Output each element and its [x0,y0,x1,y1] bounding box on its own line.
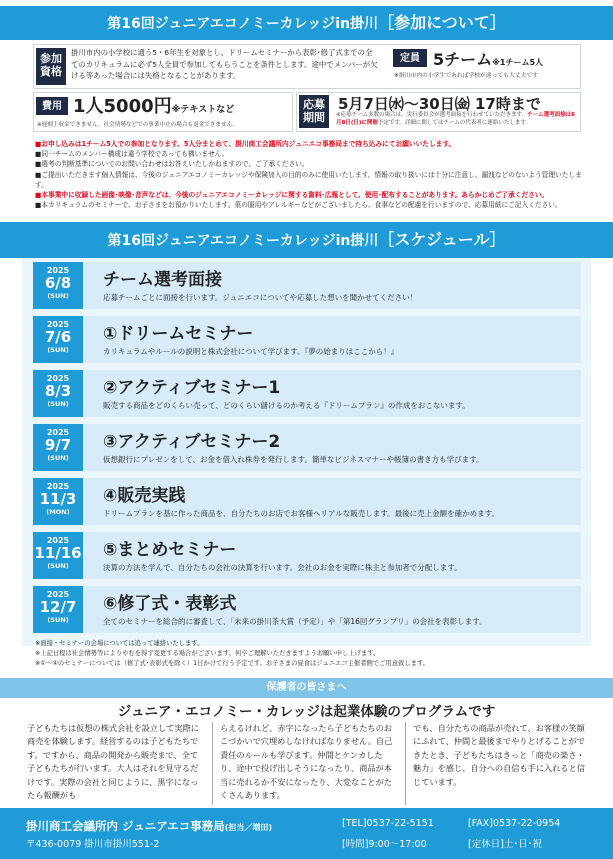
footer-tel: [TEL]0537-22-5151 [342,818,434,829]
schedule-title: ⑤まとめセミナー [103,540,237,560]
application-note: ※応募チーム多数の場合は、実行委員会が選考面接を行わせていただきます。チーム選考面接は6月8日(日)に開催予定です。詳細に関してはチームの代表者に連絡いたします。 [336,112,575,126]
guardians-col3: でも、自分たちの商品が売れて、お客様の笑顔にふれて、仲間と最後までやりとげることができたとき、子どもたちはきっと「商売の楽さ・魅力」を感じ、自分への自信も手に入れると信じています。 [413,723,585,787]
schedule-title: ③アクティブセミナー2 [103,432,281,452]
section-header-schedule [0,222,613,258]
schedule-date: 2025 11/16 (SUN) [33,532,83,579]
header-title: 第16回ジュニアエコノミーカレッジin掛川 [107,16,379,32]
footer [0,808,613,859]
participation-text: 掛川市内の小学校に通う5・6年生を対象とし、ドリームセミナーから表彰･修了式までの全てのカリキュラムに必ず5人全員で参加してもらうことを条件とします。途中でメンバーが欠ける等あった場合には失格となることがあります。 [71,48,378,80]
schedule-note: ※上記日程は社会情勢等によりやむを得ず変更する場合がございます。何卒ご理解いただきますようお願い申し上げます。 [35,650,380,657]
schedule-date: 2025 7/6 (SUN) [33,316,83,363]
header-title: 第16回ジュニアエコノミーカレッジin掛川 [107,233,379,249]
schedule-note: ※①〜④のセミナーについては（修了式･表彰式を除く）1日かけて行う予定です。お子さまの昼食はジュニエコ主催者側でご用意致します。 [35,660,429,667]
schedule-row [33,370,581,417]
schedule-notes [35,639,595,669]
schedule-title: ⑥修了式・表彰式 [103,594,237,614]
notice-item: ■ご提出いただきます個人情報は、今後のジュニアエコノミーカレッジや保険加入の目的のみに使用いたします。情報の取り扱いには十分に注意し、漏洩などのないよう管理いたします。 [35,170,582,189]
schedule-desc: 仮想銀行にプレゼンをして、お金を借入れ株券を発行します。簡単なビジネスマナーや帳簿の書き方も学びます。 [103,455,484,464]
schedule-row [33,532,581,579]
schedule-row [33,424,581,471]
fee-note: ※遅刻上収金できません。社会情勢などでの事業中止の場合も返金できません。 [37,122,239,128]
column-divider [212,722,213,805]
schedule-title: ④販売実践 [103,486,186,506]
capacity-value: 5チーム※1チーム5人 [433,50,544,69]
guardians-col1: 子どもたちは仮想の株式会社を設立して実際に商売を体験します。経営するのは子どもたちです。ですから、商品の開発から販売まで、全て子どもたちが行います。大人はそれを見守るだけです。実際の会社と同じように、黒字になったら報酬がも [27,723,199,801]
footer-address: 〒436-0079 掛川市掛川551-2 [26,839,160,850]
section-header-participation [0,6,613,40]
participation-label: 参加 資格 [36,48,66,85]
footer-holidays: [定休日]土･日･祝 [468,839,542,850]
column-divider [405,722,406,805]
schedule-date: 2025 6/8 (SUN) [33,262,83,309]
schedule-note: ※面接・セミナーの会場については追って連絡いたします。 [35,640,204,647]
guardians-col2: らえるけれど、赤字になったら子どもたちのおこづかいで穴埋めしなければなりません。自己責任のルールも学びます。仲間とケンカしたり、途中で投げ出しそうになったり、商品が本当に売れるか不安になったり、大変なことがたくさんあります。 [220,723,393,801]
schedule-date: 2025 9/7 (SUN) [33,424,83,471]
schedule-date: 2025 12/7 (SUN) [33,586,83,633]
header-bracket: ［参加について］ [378,13,506,32]
fee-label: 費用 [36,97,68,115]
capacity-label: 定員 [393,49,427,67]
guardians-heading: ジュニア・エコノミー・カレッジは起業体験のプログラムです [117,704,496,720]
notice-item: ■本カリキュラムのセミナーで、お子さまをお預かりいたします。菓の服用やアレルギーなどがございましたら、食事などの配慮を行いますので、応募用紙にご記入ください。 [35,201,562,210]
schedule-desc: 応募チームごとに面接を行います。ジュニエコについてや応募した想いを聞かせてください！ [103,293,418,302]
capacity-sub: ※掛川市内の小学生であれば学校が違っても大丈夫です [394,73,538,79]
notice-item: ■本事業中に収録した画像･映像･音声などは、今後のジュニアエコノミーカレッジに関する資料･広報として、使用･配布することがあります。あらかじめご了承ください。 [35,191,549,200]
notice-item: ■同一チームのメンバー構成は違う学校であっても構いません。 [35,150,229,159]
schedule-row [33,262,581,309]
schedule-desc: カリキュラムやルールの説明と株式会社について学びます。『夢の始まりはここから！』 [103,347,399,356]
application-value: 5月7日㈬〜30日㈮ 17時まで [338,95,541,113]
application-label: 応募 期間 [299,95,329,128]
schedule-desc: ドリームプランを基に作った商品を、自分たちのお店でお客様へリアルな販売します。最後に売上金額を確かめます。 [103,509,499,518]
schedule-title: ①ドリームセミナー [103,324,254,344]
schedule-date: 2025 8/3 (SUN) [33,370,83,417]
footer-hours: [時間]9:00〜17:00 [342,839,427,850]
notices-list [35,139,583,210]
schedule-desc: 販売する商品をどのくらい売って、どのくらい儲けるのか考える『ドリームプラン』の作成をおこないます。 [103,401,470,410]
schedule-row [33,478,581,525]
schedule-title: チーム選考面接 [103,270,222,290]
guardians-header: 保護者の皆さまへ [0,678,613,698]
notice-item: ■お申し込みは1チーム5人での参加となります。5人分まとめて、掛川商工会議所内ジュニエコ事務局まで持ち込みにてお願いいたします。 [35,140,456,148]
footer-org: 掛川商工会議所内 ジュニアエコ事務局(担当／増田) [26,819,273,833]
footer-fax: [FAX]0537-22-0954 [468,818,561,829]
notice-item: ■選考の判断基準についてのお問い合わせはお答えいたしかねますので、ご了承ください。 [35,160,309,169]
schedule-title: ②アクティブセミナー1 [103,378,281,398]
schedule-desc: 決算の方法を学んで、自分たちの会社の決算を行います。会社のお金を実際に株主と参加者で分配します。 [103,563,462,572]
fee-value: 1人5000円※テキストなど [73,96,235,117]
header-bracket: ［スケジュール］ [378,230,506,249]
schedule-row [33,316,581,363]
schedule-desc: 全てのセミナーを総合的に審査して、「未来の掛川茶大賞（予定）」や「第16回グランプリ」の会社を表彰します。 [103,617,487,626]
schedule-date: 2025 11/3 (MON) [33,478,83,525]
schedule-row [33,586,581,633]
